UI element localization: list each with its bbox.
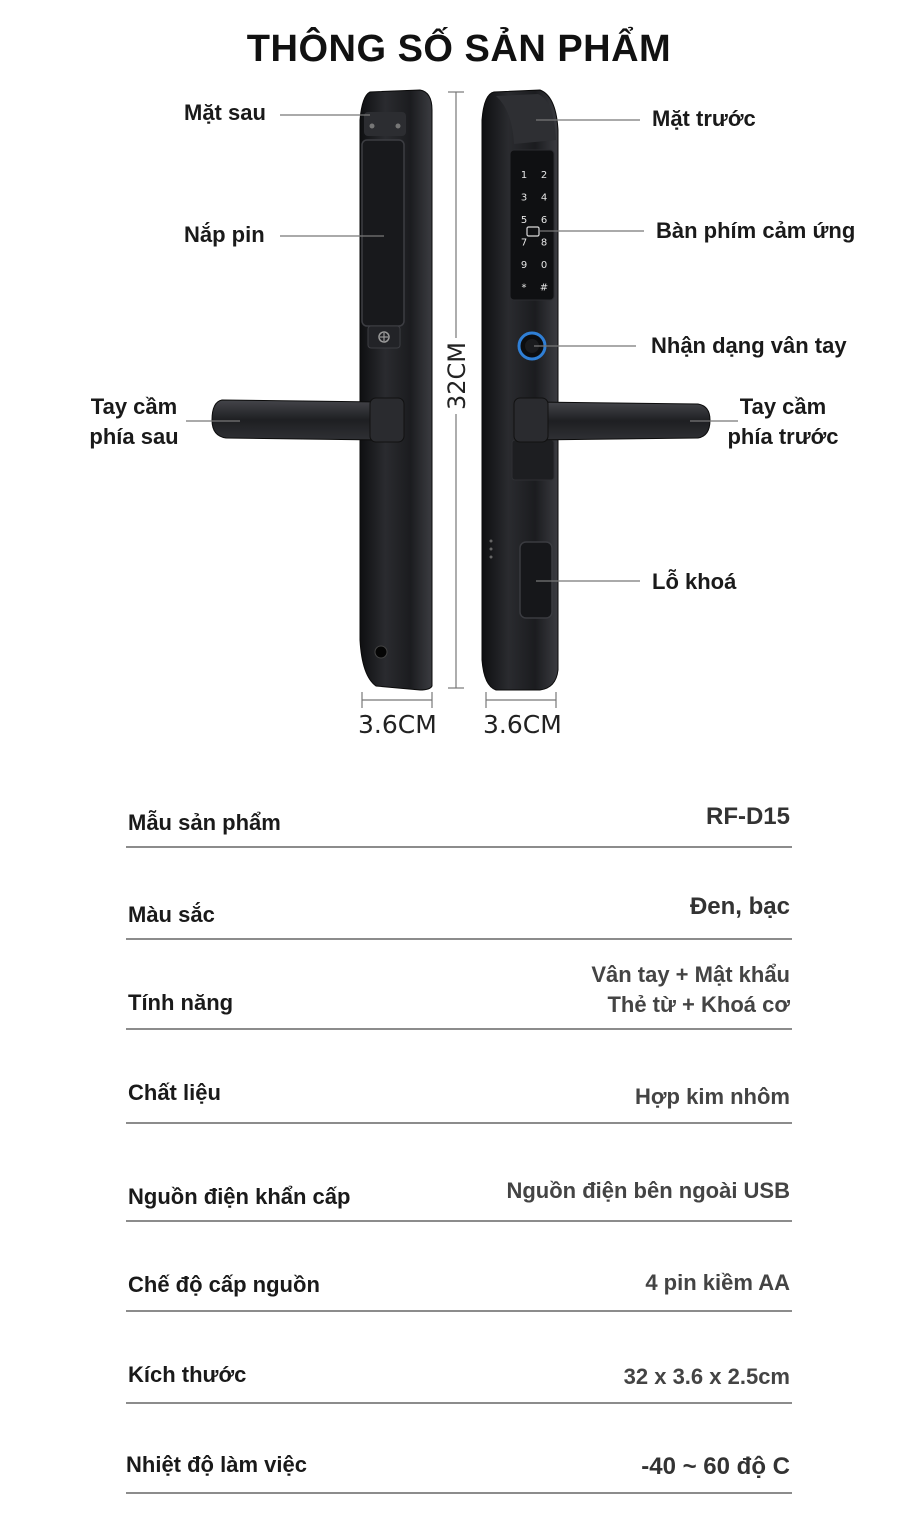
page-title: THÔNG SỐ SẢN PHẨM <box>246 28 672 70</box>
spec-label: Kích thước <box>128 1362 247 1387</box>
callout-tay-cam-truoc-line-2: phía trước <box>727 424 839 449</box>
keypad-key: * <box>521 282 527 294</box>
keypad-key: 8 <box>540 237 548 249</box>
spec-label: Chất liệu <box>128 1080 221 1105</box>
spec-row-material <box>126 1030 792 1124</box>
callout-lo-khoa: Lỗ khoá <box>652 569 737 594</box>
back-screw <box>370 124 375 129</box>
keypad-key: 5 <box>520 215 528 226</box>
spec-row-color <box>126 848 792 940</box>
width-front-label: 3.6CM <box>483 710 562 739</box>
back-key-hole <box>375 646 387 658</box>
key-hole-cover <box>520 542 552 618</box>
spec-label: Tính năng <box>128 990 234 1015</box>
callout-mat-sau: Mặt sau <box>184 100 266 125</box>
spec-label: Chế độ cấp nguồn <box>128 1272 320 1297</box>
spec-row-emergency-power <box>126 1124 792 1222</box>
front-handle-rose <box>514 398 548 442</box>
back-screw <box>396 124 401 129</box>
callout-van-tay: Nhận dạng vân tay <box>651 333 847 358</box>
back-lock-top-cap <box>364 112 406 136</box>
callout-tay-cam-truoc-line-1: Tay cầm <box>739 394 827 419</box>
keypad-key: 0 <box>540 260 548 271</box>
spec-table <box>126 790 792 1494</box>
spec-label: Nhiệt độ làm việc <box>126 1452 307 1477</box>
usb-port-indicator <box>490 540 493 543</box>
callout-tay-cam-truoc <box>722 392 844 452</box>
callout-tay-cam-sau <box>82 392 186 452</box>
keypad-key: 1 <box>520 170 528 181</box>
spec-value: 32 x 3.6 x 2.5cm <box>623 1364 790 1389</box>
spec-value: RF-D15 <box>705 803 790 830</box>
lock-diagram <box>0 0 918 760</box>
spec-value: Hợp kim nhôm <box>635 1084 790 1109</box>
keypad-key: 3 <box>520 192 528 204</box>
keypad-key: # <box>539 282 549 294</box>
spec-value: -40 ~ 60 độ C <box>641 1453 790 1480</box>
spec-label: Mẫu sản phẩm <box>128 810 281 835</box>
back-handle-rose <box>370 398 404 442</box>
spec-label: Màu sắc <box>128 902 215 927</box>
back-lock <box>212 90 432 690</box>
spec-value: Đen, bạc <box>689 893 790 920</box>
keypad-panel <box>510 150 554 300</box>
spec-row-model <box>126 790 792 848</box>
spec-value-line-2: Thẻ từ + Khoá cơ <box>607 992 790 1017</box>
keypad-key: 6 <box>540 215 548 226</box>
keypad-key: 7 <box>520 237 528 249</box>
usb-port-indicator <box>490 556 493 559</box>
callout-nap-pin: Nắp pin <box>184 222 265 247</box>
spec-value: Nguồn điện bên ngoài USB <box>506 1178 790 1203</box>
battery-cover <box>362 140 404 326</box>
spec-row-features <box>126 940 792 1030</box>
spec-row-temperature <box>126 1404 792 1494</box>
callout-mat-truoc: Mặt trước <box>652 106 756 131</box>
front-lower-panel <box>512 440 554 480</box>
spec-value: 4 pin kiềm AA <box>645 1270 790 1295</box>
keypad-key: 9 <box>520 260 528 271</box>
callout-ban-phim: Bàn phím cảm ứng <box>656 218 856 243</box>
callout-tay-cam-sau-line-2: phía sau <box>89 424 179 449</box>
keypad-key: 2 <box>540 170 548 181</box>
keypad-key: 4 <box>540 192 548 204</box>
spec-value-line-1: Vân tay + Mật khẩu <box>591 962 790 987</box>
spec-value <box>591 960 790 1020</box>
spec-row-size <box>126 1312 792 1404</box>
width-back-label: 3.6CM <box>358 710 437 739</box>
spec-label: Nguồn điện khẩn cấp <box>128 1184 351 1209</box>
front-lock <box>482 90 710 690</box>
usb-port-indicator <box>490 548 493 551</box>
spec-row-power-mode <box>126 1222 792 1312</box>
height-dimension-label: 32CM <box>443 341 471 411</box>
callout-tay-cam-sau-line-1: Tay cầm <box>90 394 178 419</box>
